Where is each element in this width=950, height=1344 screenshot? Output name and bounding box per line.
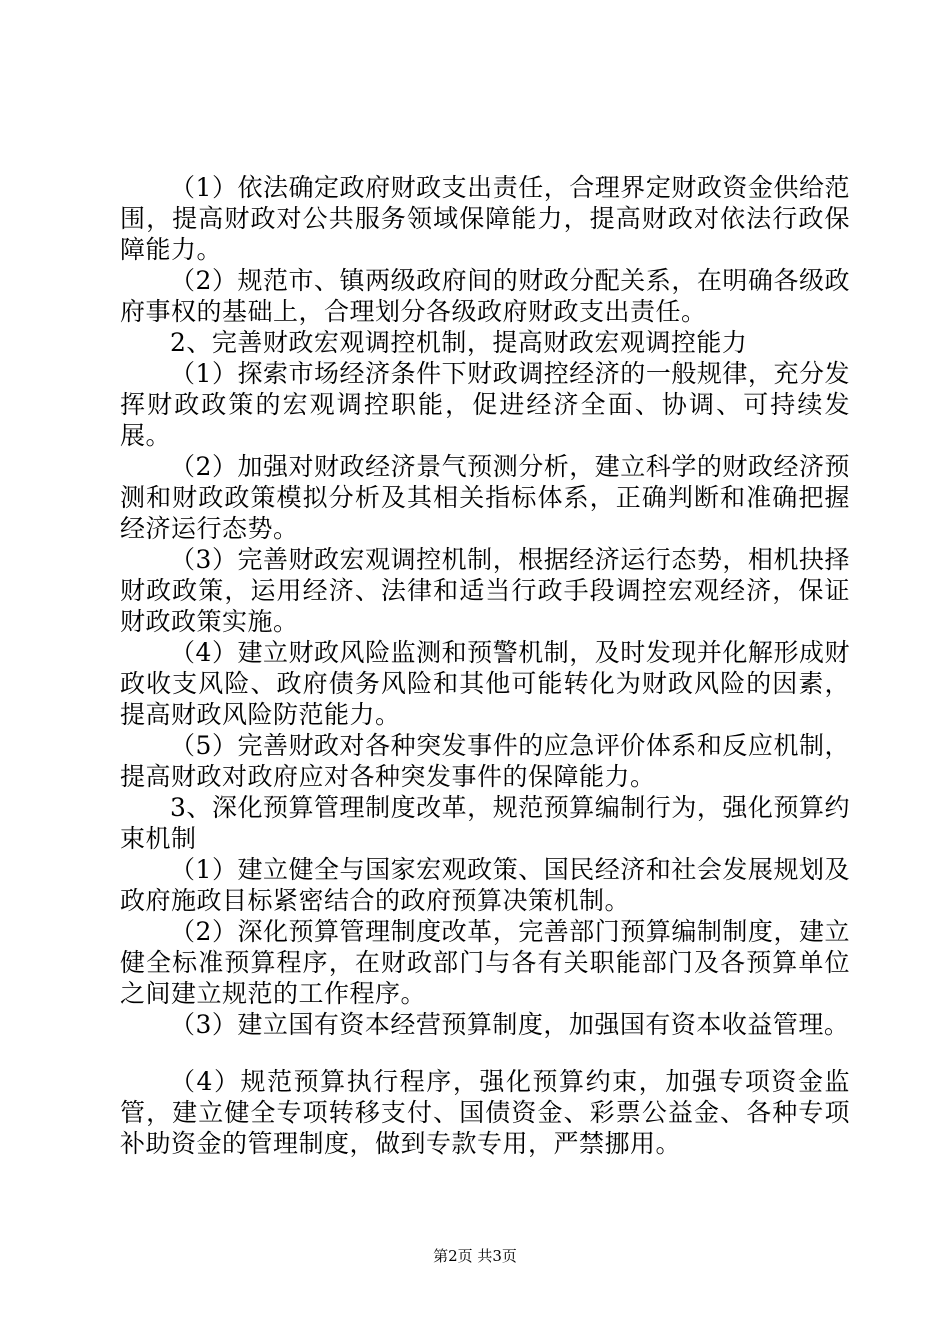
paragraph-1-1: （1）依法确定政府财政支出责任，合理界定财政资金供给范围，提高财政对公共服务领域保障能力，提高财政对依法行政保障能力。 xyxy=(120,173,850,264)
page-number: 第2页 共3页 xyxy=(433,1247,517,1265)
page-footer xyxy=(0,1246,950,1266)
document-body xyxy=(120,172,850,1159)
paragraph-3-1: （1）建立健全与国家宏观政策、国民经济和社会发展规划及政府施政目标紧密结合的政府预算决策机制。 xyxy=(120,855,850,915)
paragraph-3-4: （4）规范预算执行程序，强化预算约束，加强专项资金监管，建立健全专项转移支付、国债资金、彩票公益金、各种专项补助资金的管理制度，做到专款专用，严禁挪用。 xyxy=(120,1067,850,1158)
paragraph-2-4: （4）建立财政风险监测和预警机制，及时发现并化解形成财政收支风险、政府债务风险和其他可能转化为财政风险的因素，提高财政风险防范能力。 xyxy=(120,638,850,729)
paragraph-2-5: （5）完善财政对各种突发事件的应急评价体系和反应机制，提高财政对政府应对各种突发事件的保障能力。 xyxy=(120,731,850,791)
paragraph-2-3: （3）完善财政宏观调控机制，根据经济运行态势，相机抉择财政政策，运用经济、法律和适当行政手段调控宏观经济，保证财政政策实施。 xyxy=(120,545,850,636)
paragraph-1-2: （2）规范市、镇两级政府间的财政分配关系，在明确各级政府事权的基础上，合理划分各级政府财政支出责任。 xyxy=(120,266,850,326)
section-heading-3: 3、深化预算管理制度改革，规范预算编制行为，强化预算约束机制 xyxy=(120,793,850,853)
paragraph-3-3: （3）建立国有资本经营预算制度，加强国有资本收益管理。 xyxy=(170,1010,850,1039)
paragraph-2-2: （2）加强对财政经济景气预测分析，建立科学的财政经济预测和财政政策模拟分析及其相关指标体系，正确判断和准确把握经济运行态势。 xyxy=(120,452,850,543)
paragraph-2-1: （1）探索市场经济条件下财政调控经济的一般规律，充分发挥财政政策的宏观调控职能，促进经济全面、协调、可持续发展。 xyxy=(120,359,850,450)
paragraph-3-2: （2）深化预算管理制度改革，完善部门预算编制制度，建立健全标准预算程序，在财政部门与各有关职能部门及各预算单位之间建立规范的工作程序。 xyxy=(120,917,850,1008)
section-heading-2: 2、完善财政宏观调控机制，提高财政宏观调控能力 xyxy=(170,328,748,357)
